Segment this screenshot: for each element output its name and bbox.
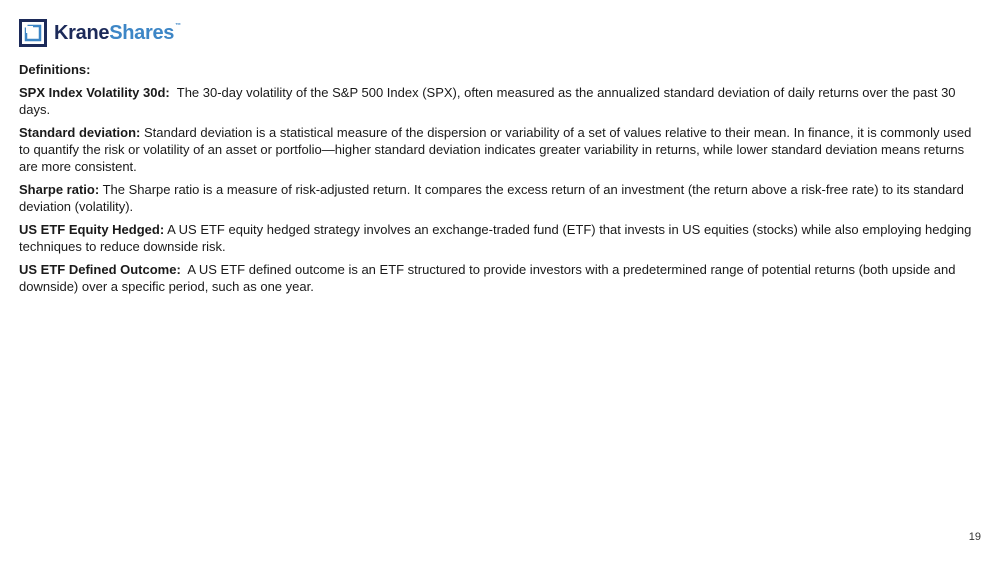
definition-text: Standard deviation is a statistical measure of the dispersion or variability of a set of values relative to their mean. In finance, it is commonly used to quantify the risk or volatility of an asset or portfolio—higher standard deviation indicates greater variability in returns, while lower standard deviation means returns are more consistent. xyxy=(19,125,972,174)
definition-text: A US ETF equity hedged strategy involves an exchange-traded fund (ETF) that invests in US equities (stocks) while also employing hedging techniques to reduce downside risk. xyxy=(19,222,972,254)
logo-text-krane: Krane xyxy=(54,22,110,44)
definition-text: The Sharpe ratio is a measure of risk-adjusted return. It compares the excess return of an investment (the return above a risk-free rate) to its standard deviation (volatility). xyxy=(19,182,964,214)
definition-us-etf-defined-outcome xyxy=(19,261,974,295)
definition-text: The 30-day volatility of the S&P 500 Index (SPX), often measured as the annualized standard deviation of daily returns over the past 30 days. xyxy=(19,85,956,117)
definitions-heading: Definitions: xyxy=(19,62,91,77)
definition-sharpe-ratio xyxy=(19,181,974,215)
page-number: 19 xyxy=(968,531,981,543)
kraneshares-logo xyxy=(19,18,181,48)
definition-term: US ETF Defined Outcome: xyxy=(19,262,181,277)
logo-text-shares: Shares xyxy=(109,22,175,44)
definition-spx-volatility xyxy=(19,84,974,118)
definition-text: A US ETF defined outcome is an ETF structured to provide investors with a predetermined range of potential returns (both upside and downside) over a specific period, such as one year. xyxy=(19,262,956,294)
definitions-section xyxy=(19,61,974,301)
definition-term: Sharpe ratio: xyxy=(19,182,100,197)
definition-standard-deviation xyxy=(19,124,974,175)
definition-term: Standard deviation: xyxy=(19,125,141,140)
logo-trademark: ™ xyxy=(175,23,181,29)
logo-wordmark xyxy=(54,23,181,43)
kraneshares-logo-icon xyxy=(19,19,47,47)
definition-term: US ETF Equity Hedged: xyxy=(19,222,165,237)
definition-us-etf-equity-hedged xyxy=(19,221,974,255)
definition-term: SPX Index Volatility 30d: xyxy=(19,85,170,100)
